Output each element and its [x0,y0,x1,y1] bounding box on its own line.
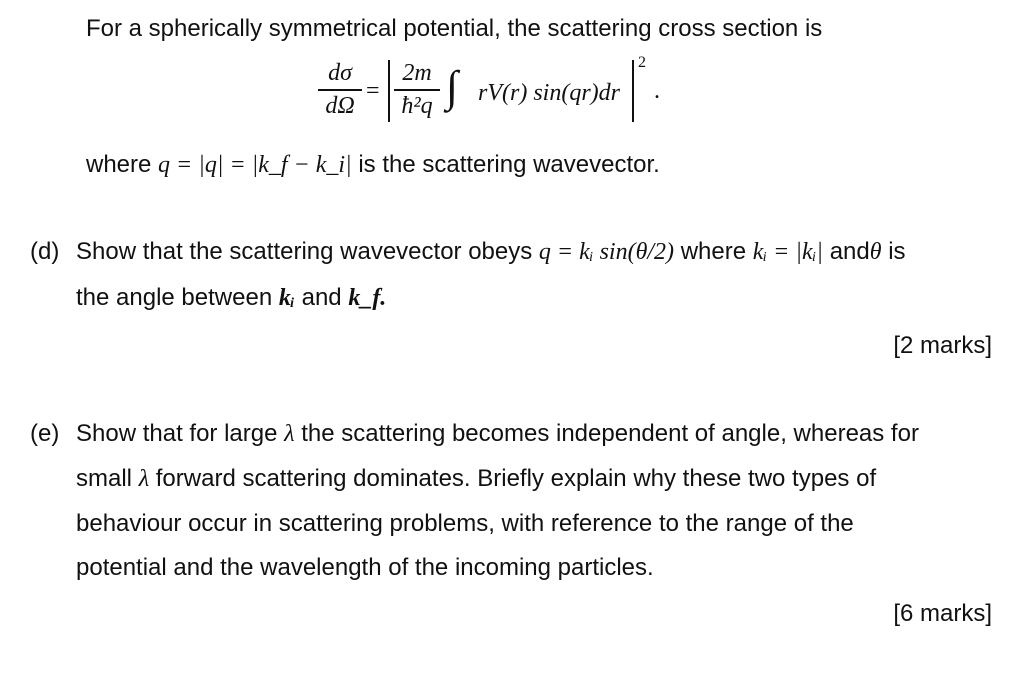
lhs-denominator: dΩ [325,92,355,119]
part-e-text: forward scattering dominates. Briefly explain why these two types of [155,465,877,492]
part-e-line-4: potential and the wavelength of the incoming particles. [76,554,654,581]
coef-numerator: 2m [402,60,432,86]
integral-sign: ∫ [446,62,459,111]
lhs-numerator: dσ [328,60,352,86]
part-d-text: and [829,238,870,265]
intro-text: For a spherically symmetrical potential, the scattering cross section is [86,15,823,42]
abs-bar-right [632,60,634,122]
coef-denominator: ħ²q [401,92,433,119]
kf-vector: k_f. [348,285,387,311]
where-suffix: is the scattering wavevector. [358,151,660,178]
part-e-text: the scattering becomes independent of angle, whereas for [301,420,919,447]
lambda-symbol: λ [284,421,295,447]
part-e-line-1 [76,420,919,448]
theta-symbol: θ [869,239,882,265]
lhs-fraction [318,60,362,120]
part-d-line-2 [76,284,386,312]
part-d-text: the angle between [76,284,273,311]
ki-magnitude: kᵢ = |kᵢ| [752,239,824,265]
integrand: rV(r) sin(qr)dr [478,80,620,106]
coefficient-fraction [394,60,440,120]
part-d-text: and [301,284,342,311]
wavevector-definition: q = |q| = |k_f − k_i| [158,152,352,178]
part-d-text: is [888,238,906,265]
part-d-label: (d) [30,238,60,265]
equals-sign: = [366,78,380,104]
lambda-symbol: λ [138,466,150,492]
part-d-line-1 [76,238,906,266]
exponent: 2 [638,54,646,71]
part-d-text: Show that the scattering wavevector obeys [76,238,533,265]
part-d-text: where [680,238,747,265]
period: . [654,78,660,104]
part-e-line-3: behaviour occur in scattering problems, with reference to the range of the [76,510,854,537]
where-prefix: where [86,151,152,178]
part-e-label: (e) [30,420,60,447]
part-d-marks: [2 marks] [893,332,992,359]
part-e-marks: [6 marks] [893,600,992,627]
where-line [86,151,660,179]
ki-vector: kᵢ [278,285,295,311]
part-e-line-2 [76,465,876,493]
part-e-text: small [76,465,133,492]
abs-bar-left [388,60,390,122]
wavevector-relation: q = kᵢ sin(θ/2) [538,239,675,265]
part-e-text: Show that for large [76,420,278,447]
